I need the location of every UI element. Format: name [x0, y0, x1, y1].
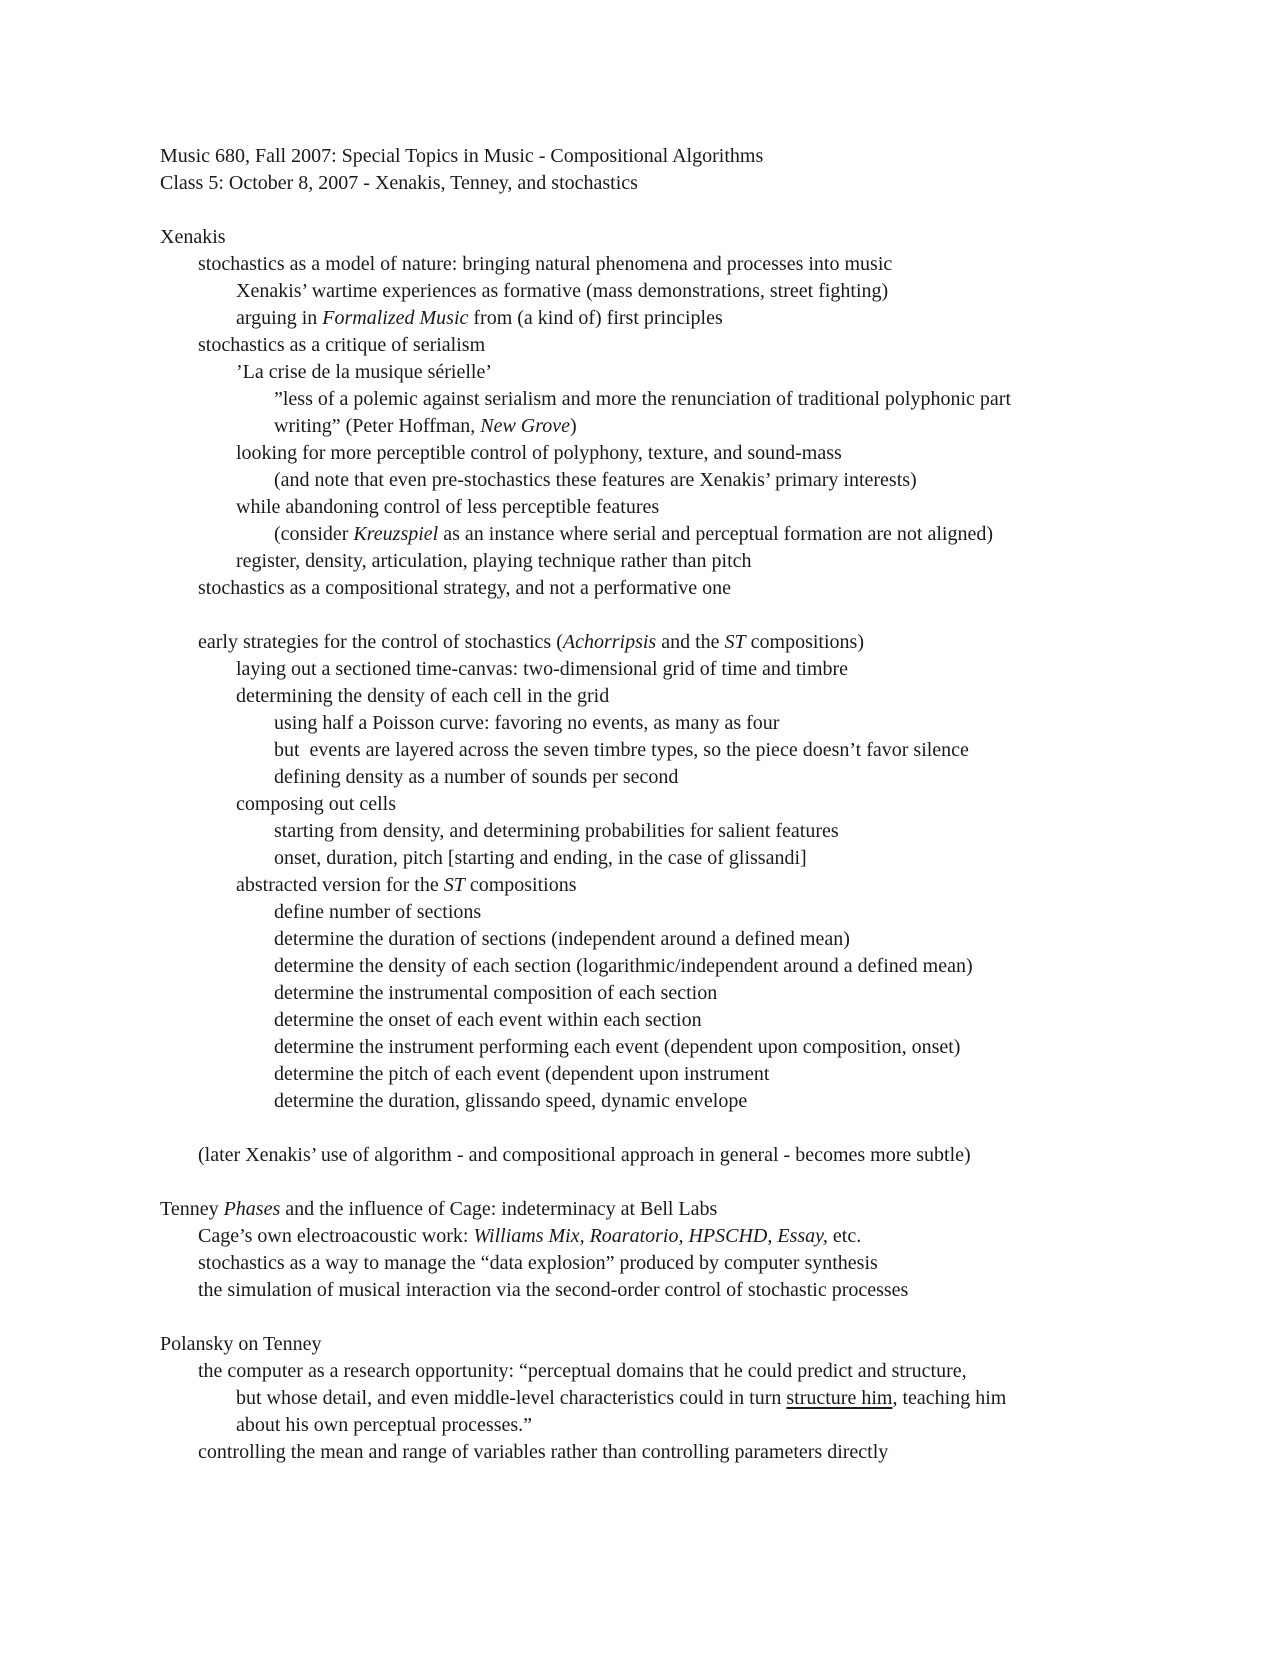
line-text: )	[570, 415, 577, 437]
outline-line	[236, 656, 848, 683]
line-text: onset, duration, pitch [starting and ending, in the case of glissandi]	[274, 847, 807, 869]
outline-line	[198, 1439, 888, 1466]
outline-line	[236, 440, 842, 467]
line-text: determine the instrumental composition of each section	[274, 982, 718, 1004]
line-text: writing” (Peter Hoffman,	[274, 415, 481, 437]
outline-line	[274, 710, 779, 737]
line-text: (later Xenakis’ use of algorithm - and compositional approach in general - becomes more subtle)	[198, 1144, 971, 1166]
outline-line	[198, 1250, 878, 1277]
outline-line	[198, 1223, 861, 1250]
line-text: stochastics as a way to manage the “data explosion” produced by computer synthesis	[198, 1252, 878, 1274]
line-text: determine the pitch of each event (dependent upon instrument	[274, 1063, 770, 1085]
line-text: but whose detail, and even middle-level characteristics could in turn	[236, 1387, 787, 1409]
line-text: but events are layered across the seven timbre types, so the piece doesn’t favor silence	[274, 739, 969, 761]
outline-line	[274, 899, 481, 926]
outline-line	[236, 872, 577, 899]
outline-line	[236, 791, 396, 818]
line-text: controlling the mean and range of variables rather than controlling parameters directly	[198, 1441, 889, 1463]
line-text: , teaching him	[892, 1387, 1007, 1409]
outline-line	[274, 467, 917, 494]
outline-line	[274, 386, 1011, 413]
line-text: early strategies for the control of stochastics (	[198, 631, 563, 653]
italic-title: Phases	[223, 1198, 281, 1220]
outline-line	[274, 926, 850, 953]
line-text: (and note that even pre-stochastics these features are Xenakis’ primary interests)	[274, 469, 917, 491]
outline-line	[198, 575, 731, 602]
line-text: the computer as a research opportunity: “perceptual domains that he could predict and structure,	[198, 1360, 967, 1382]
outline-heading	[160, 1331, 322, 1358]
outline-line	[236, 278, 888, 305]
line-text: ’La crise de la musique sérielle’	[236, 361, 492, 383]
outline-line	[236, 1412, 532, 1439]
line-text: and the influence of Cage: indeterminacy at Bell Labs	[280, 1198, 718, 1220]
line-text: compositions	[464, 874, 577, 896]
outline-line	[274, 413, 577, 440]
line-text: starting from density, and determining probabilities for salient features	[274, 820, 839, 842]
line-text: stochastics as a model of nature: bringing natural phenomena and processes into music	[198, 253, 893, 275]
line-text: composing out cells	[236, 793, 396, 815]
outline-line	[236, 1385, 1006, 1412]
outline-line	[274, 737, 969, 764]
outline-line	[198, 629, 864, 656]
outline-line	[198, 1358, 967, 1385]
outline-line	[274, 521, 993, 548]
line-text: Xenakis	[160, 226, 226, 248]
outline-line	[198, 1277, 908, 1304]
italic-title: Achorripsis	[562, 631, 657, 653]
outline-line	[236, 359, 492, 386]
outline-line	[236, 305, 723, 332]
line-text: Xenakis’ wartime experiences as formative (mass demonstrations, street fighting)	[236, 280, 889, 302]
outline-line	[274, 980, 717, 1007]
outline-line	[274, 953, 973, 980]
outline-line	[198, 1142, 971, 1169]
line-text: defining density as a number of sounds per second	[274, 766, 679, 788]
outline-line	[274, 764, 678, 791]
outline-line	[236, 548, 752, 575]
line-text: Tenney	[160, 1198, 224, 1220]
line-text: from (a kind of) first principles	[468, 307, 723, 329]
course-title: Music 680, Fall 2007: Special Topics in Music - Compositional Algorithms	[160, 145, 764, 167]
line-text: the simulation of musical interaction via the second-order control of stochastic processes	[198, 1279, 909, 1301]
line-text: determine the onset of each event within each section	[274, 1009, 702, 1031]
line-text: (consider	[274, 523, 354, 545]
outline-line	[274, 1061, 769, 1088]
outline-line	[274, 845, 807, 872]
italic-title: Kreuzspiel	[353, 523, 439, 545]
line-text: compositions)	[745, 631, 864, 653]
line-text: while abandoning control of less perceptible features	[236, 496, 660, 518]
line-text: using half a Poisson curve: favoring no events, as many as four	[274, 712, 780, 734]
line-text: as an instance where serial and perceptual formation are not aligned)	[438, 523, 994, 545]
line-text: determine the density of each section (logarithmic/independent around a defined mean)	[274, 955, 973, 977]
line-text: determining the density of each cell in the grid	[236, 685, 610, 707]
outline-line	[236, 683, 609, 710]
italic-title: New Grove	[480, 415, 571, 437]
line-text: stochastics as a critique of serialism	[198, 334, 486, 356]
line-text: looking for more perceptible control of polyphony, texture, and sound-mass	[236, 442, 842, 464]
line-text: laying out a sectioned time-canvas: two-dimensional grid of time and timbre	[236, 658, 849, 680]
line-text: abstracted version for the	[236, 874, 444, 896]
outline-heading	[160, 1196, 717, 1223]
line-text: determine the duration, glissando speed, dynamic envelope	[274, 1090, 748, 1112]
line-text: register, density, articulation, playing technique rather than pitch	[236, 550, 752, 572]
italic-title: Formalized Music	[322, 307, 469, 329]
line-text: Cage’s own electroacoustic work:	[198, 1225, 474, 1247]
line-text: determine the instrument performing each event (dependent upon composition, onset)	[274, 1036, 961, 1058]
line-text: Polansky on Tenney	[160, 1333, 322, 1355]
outline-line	[274, 818, 839, 845]
outline-heading	[160, 224, 226, 251]
underlined-text: structure him	[786, 1387, 893, 1409]
outline-line	[274, 1007, 702, 1034]
italic-title: ST	[443, 874, 465, 896]
line-text: and the	[656, 631, 725, 653]
outline-line	[198, 251, 892, 278]
outline-line	[274, 1034, 960, 1061]
italic-title: ST	[724, 631, 746, 653]
italic-title: Williams Mix, Roaratorio, HPSCHD, Essay,	[473, 1225, 828, 1247]
line-text: define number of sections	[274, 901, 482, 923]
class-title: Class 5: October 8, 2007 - Xenakis, Tenney, and stochastics	[160, 172, 638, 194]
outline-line	[236, 494, 659, 521]
line-text: arguing in	[236, 307, 323, 329]
outline-line	[198, 332, 485, 359]
line-text: ”less of a polemic against serialism and more the renunciation of traditional polyphonic part	[274, 388, 1012, 410]
line-text: about his own perceptual processes.”	[236, 1414, 533, 1436]
line-text: determine the duration of sections (independent around a defined mean)	[274, 928, 850, 950]
line-text: stochastics as a compositional strategy, and not a performative one	[198, 577, 731, 599]
line-text: etc.	[827, 1225, 862, 1247]
outline-line	[274, 1088, 747, 1115]
